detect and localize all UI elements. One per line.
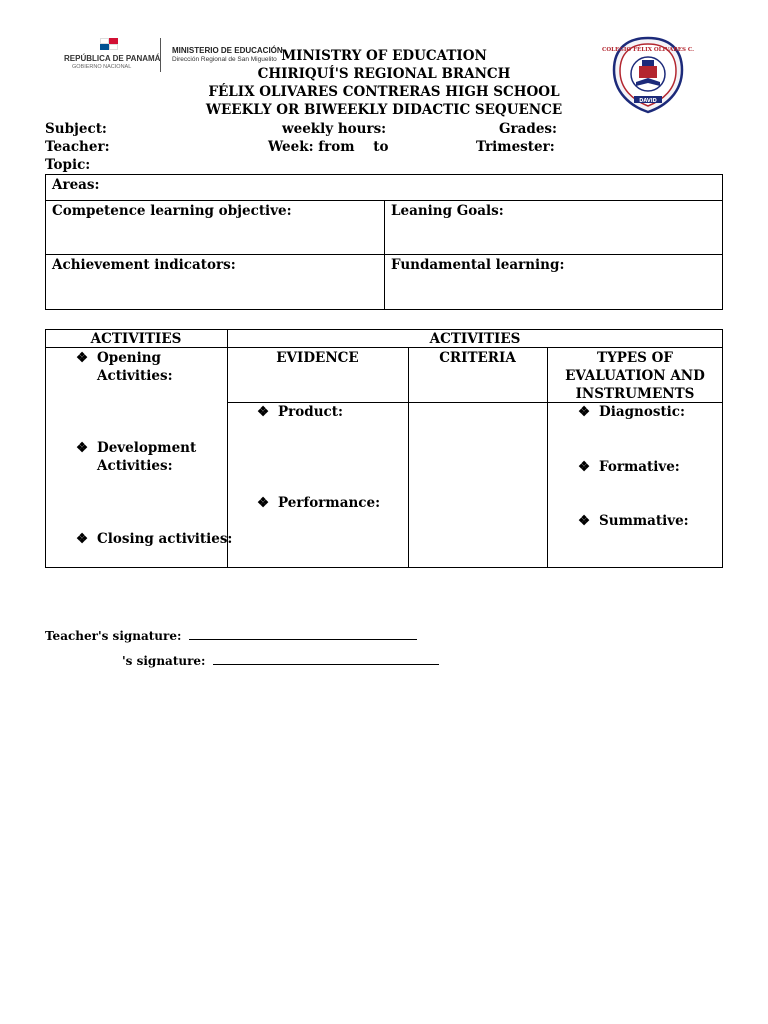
table1-col-divider — [384, 200, 385, 310]
performance-bullet-icon: ❖ — [257, 495, 270, 511]
summative-bullet-icon: ❖ — [578, 513, 591, 529]
header-sequence: WEEKLY OR BIWEEKLY DIDACTIC SEQUENCE — [205, 102, 563, 118]
republic-label: REPÚBLICA DE PANAMÁ — [64, 54, 161, 63]
achievement-label: Achievement indicators: — [52, 257, 236, 273]
school-seal-logo — [601, 36, 695, 114]
types-header-line1: TYPES OF — [597, 350, 673, 366]
other-signature-label: 's signature: — [122, 654, 206, 668]
closing-bullet-icon: ❖ — [76, 531, 89, 547]
opening-bullet-icon: ❖ — [76, 350, 89, 366]
week-label: Week: from to — [268, 139, 389, 155]
subject-label: Subject: — [45, 121, 107, 137]
header-regional: CHIRIQUÍ'S REGIONAL BRANCH — [257, 66, 511, 82]
teacher-label: Teacher: — [45, 139, 110, 155]
trimester-label: Trimester: — [476, 139, 555, 155]
svg-text:DAVID: DAVID — [639, 98, 657, 104]
ministry-label: MINISTERIO DE EDUCACIÓN — [172, 46, 283, 55]
evidence-header: EVIDENCE — [276, 350, 359, 366]
formative-bullet-icon: ❖ — [578, 459, 591, 475]
leaning-goals-label: Leaning Goals: — [391, 203, 504, 219]
other-signature-row — [122, 654, 439, 668]
development-label: Development — [97, 440, 197, 456]
activities-left-header: ACTIVITIES — [90, 331, 182, 347]
direction-label: Dirección Regional de San Miguelito — [172, 56, 277, 63]
areas-label: Areas: — [52, 177, 100, 193]
competence-label: Competence learning objective: — [52, 203, 292, 219]
types-header-line2: EVALUATION AND — [565, 368, 705, 384]
product-bullet-icon: ❖ — [257, 404, 270, 420]
panama-flag-icon — [100, 38, 118, 50]
performance-label: Performance: — [278, 495, 381, 511]
government-label: GOBIERNO NACIONAL — [72, 64, 132, 70]
formative-label: Formative: — [599, 459, 680, 475]
closing-label: Closing activities: — [97, 531, 233, 547]
opening-label: Opening — [97, 350, 161, 366]
fundamental-label: Fundamental learning: — [391, 257, 565, 273]
weekly-hours-label: weekly hours: — [282, 121, 387, 137]
product-label: Product: — [278, 404, 343, 420]
teacher-signature-line[interactable] — [189, 629, 417, 640]
other-signature-line[interactable] — [213, 654, 439, 665]
svg-text:COLEGIO FÉLIX OLIVARES C.: COLEGIO FÉLIX OLIVARES C. — [601, 47, 695, 53]
types-header-line3: INSTRUMENTS — [575, 386, 695, 402]
table2-col-divider-2 — [408, 347, 409, 568]
diagnostic-label: Diagnostic: — [599, 404, 686, 420]
teacher-signature-row — [45, 629, 417, 643]
topic-label: Topic: — [45, 157, 91, 173]
development-label-2: Activities: — [97, 458, 173, 474]
header-ministry: MINISTRY OF EDUCATION — [281, 48, 487, 64]
teacher-signature-label: Teacher's signature: — [45, 629, 182, 643]
activities-right-header: ACTIVITIES — [429, 331, 521, 347]
summative-label: Summative: — [599, 513, 689, 529]
criteria-header: CRITERIA — [439, 350, 516, 366]
grades-label: Grades: — [499, 121, 558, 137]
diagnostic-bullet-icon: ❖ — [578, 404, 591, 420]
opening-label-2: Activities: — [97, 368, 173, 384]
header-school: FÉLIX OLIVARES CONTRERAS HIGH SCHOOL — [208, 84, 560, 100]
development-bullet-icon: ❖ — [76, 440, 89, 456]
